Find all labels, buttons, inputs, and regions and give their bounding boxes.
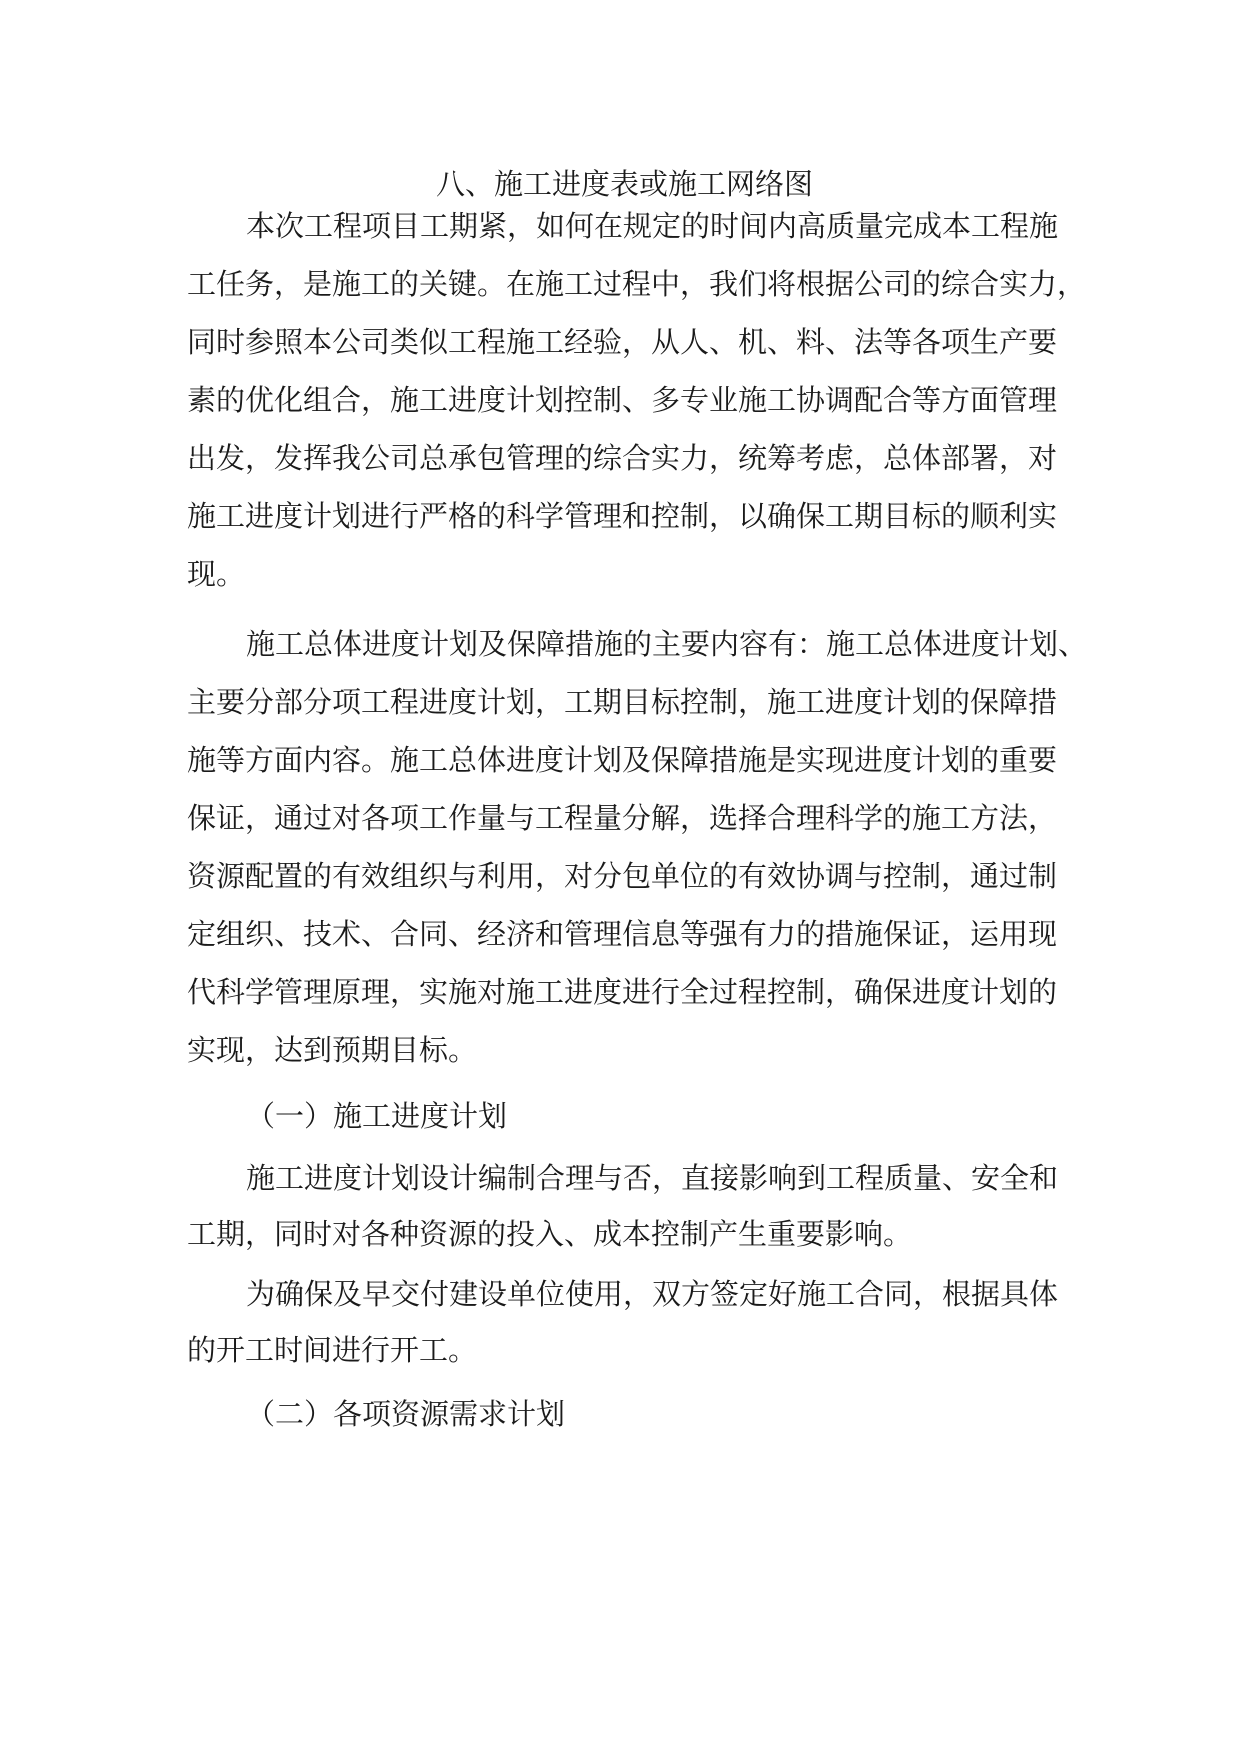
page-title: 八、施工进度表或施工网络图 (436, 167, 814, 201)
paragraph-1-line-7: 现。 (187, 557, 246, 591)
paragraph-4-line-2: 的开工时间进行开工。 (187, 1333, 478, 1367)
paragraph-2-line-7: 代科学管理原理，实施对施工进度进行全过程控制，确保进度计划的 (187, 975, 1058, 1009)
paragraph-1-line-4: 素的优化组合，施工进度计划控制、多专业施工协调配合等方面管理 (187, 383, 1058, 417)
paragraph-1-line-2: 工任务，是施工的关键。在施工过程中，我们将根据公司的综合实力， (187, 267, 1087, 301)
paragraph-2-line-4: 保证，通过对各项工作量与工程量分解，选择合理科学的施工方法， (187, 801, 1058, 835)
paragraph-2-line-5: 资源配置的有效组织与利用，对分包单位的有效协调与控制，通过制 (187, 859, 1058, 893)
paragraph-1-line-5: 出发，发挥我公司总承包管理的综合实力，统筹考虑，总体部署，对 (187, 441, 1058, 475)
paragraph-1-line-3: 同时参照本公司类似工程施工经验，从人、机、料、法等各项生产要 (187, 325, 1058, 359)
paragraph-2-line-3: 施等方面内容。施工总体进度计划及保障措施是实现进度计划的重要 (187, 743, 1058, 777)
paragraph-4-line-1: 为确保及早交付建设单位使用，双方签定好施工合同，根据具体 (246, 1277, 1059, 1311)
paragraph-2-line-8: 实现，达到预期目标。 (187, 1033, 478, 1067)
section-heading-1: （一）施工进度计划 (246, 1099, 508, 1133)
section-heading-2: （二）各项资源需求计划 (246, 1397, 566, 1431)
paragraph-1-line-1: 本次工程项目工期紧，如何在规定的时间内高质量完成本工程施 (246, 209, 1059, 243)
paragraph-2-line-6: 定组织、技术、合同、经济和管理信息等强有力的措施保证，运用现 (187, 917, 1058, 951)
paragraph-2-line-1: 施工总体进度计划及保障措施的主要内容有：施工总体进度计划、 (246, 627, 1088, 661)
paragraph-3-line-1: 施工进度计划设计编制合理与否，直接影响到工程质量、安全和 (246, 1161, 1059, 1195)
paragraph-1-line-6: 施工进度计划进行严格的科学管理和控制，以确保工期目标的顺利实 (187, 499, 1058, 533)
paragraph-3-line-2: 工期，同时对各种资源的投入、成本控制产生重要影响。 (187, 1217, 913, 1251)
paragraph-2-line-2: 主要分部分项工程进度计划，工期目标控制，施工进度计划的保障措 (187, 685, 1058, 719)
